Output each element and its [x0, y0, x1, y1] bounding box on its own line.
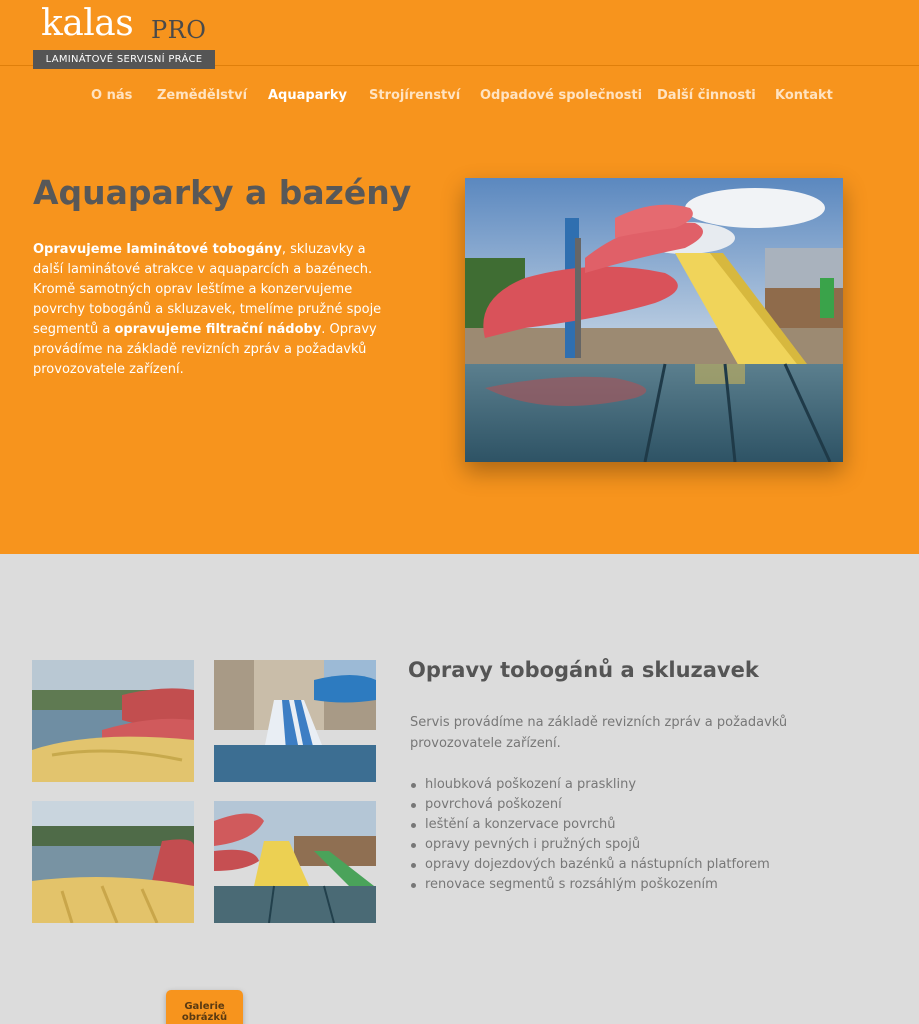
- main-nav: [0, 85, 919, 107]
- nav-item-strojirenstvi[interactable]: Strojírenství: [369, 88, 461, 103]
- list-item: povrchová poškození: [410, 795, 870, 815]
- gallery-button-line2: obrázků: [181, 1012, 228, 1023]
- logo-tagline: LAMINÁTOVÉ SERVISNÍ PRÁCE: [45, 54, 203, 65]
- nav-item-zemedelstvi[interactable]: Zemědělství: [157, 88, 248, 103]
- list-item: opravy pevných i pružných spojů: [410, 835, 870, 855]
- hero-text-1: , skluzavky a další laminátové atrakce v aquaparcích a bazénech. Kromě samotných oprav leštíme a konzervujeme povrchy tobogánů a skluzavek, tmelíme pružné spoje segmentů a: [33, 242, 382, 337]
- nav-item-kontakt[interactable]: Kontakt: [775, 88, 833, 103]
- hero-bold-2: opravujeme filtrační nádoby: [114, 322, 322, 337]
- nav-item-aquaparky[interactable]: Aquaparky: [268, 88, 348, 103]
- logo-word: kalas: [41, 3, 134, 44]
- gallery-button-line1: Galerie: [184, 1001, 225, 1012]
- section-title: Opravy tobogánů a skluzavek: [408, 658, 759, 682]
- section-intro: Servis provádíme na základě revizních zpráv a požadavků provozovatele zařízení.: [410, 715, 788, 751]
- page-title: Aquaparky a bazény: [33, 173, 412, 212]
- gallery-thumb-4[interactable]: [214, 801, 376, 923]
- logo[interactable]: [33, 4, 215, 66]
- gallery-thumb-1[interactable]: [32, 660, 194, 782]
- hero-bold-1: Opravujeme laminátové tobogány: [33, 242, 282, 257]
- service-list: [410, 775, 870, 895]
- list-item: leštění a konzervace povrchů: [410, 815, 870, 835]
- gallery-thumb-2[interactable]: [214, 660, 376, 782]
- nav-item-o-nas[interactable]: O nás: [91, 88, 133, 103]
- nav-item-dalsi-cinnosti[interactable]: Další činnosti: [657, 88, 756, 103]
- gallery-button[interactable]: [166, 990, 243, 1024]
- nav-item-odpadove-spolecnosti[interactable]: Odpadové společnosti: [480, 88, 643, 103]
- list-item: renovace segmentů s rozsáhlým poškozením: [410, 875, 870, 895]
- list-item: hloubková poškození a praskliny: [410, 775, 870, 795]
- list-item: opravy dojezdových bazénků a nástupních platforem: [410, 855, 870, 875]
- gallery-thumb-3[interactable]: [32, 801, 194, 923]
- logo-tagline-bar: [33, 50, 215, 69]
- logo-pro: PRO: [151, 16, 207, 44]
- hero-paragraph: [33, 240, 393, 380]
- hero-text-2: . Opravy provádíme na základě revizních zpráv a požadavků provozovatele zařízení.: [33, 322, 377, 377]
- hero-photo-waterslides[interactable]: [465, 178, 843, 462]
